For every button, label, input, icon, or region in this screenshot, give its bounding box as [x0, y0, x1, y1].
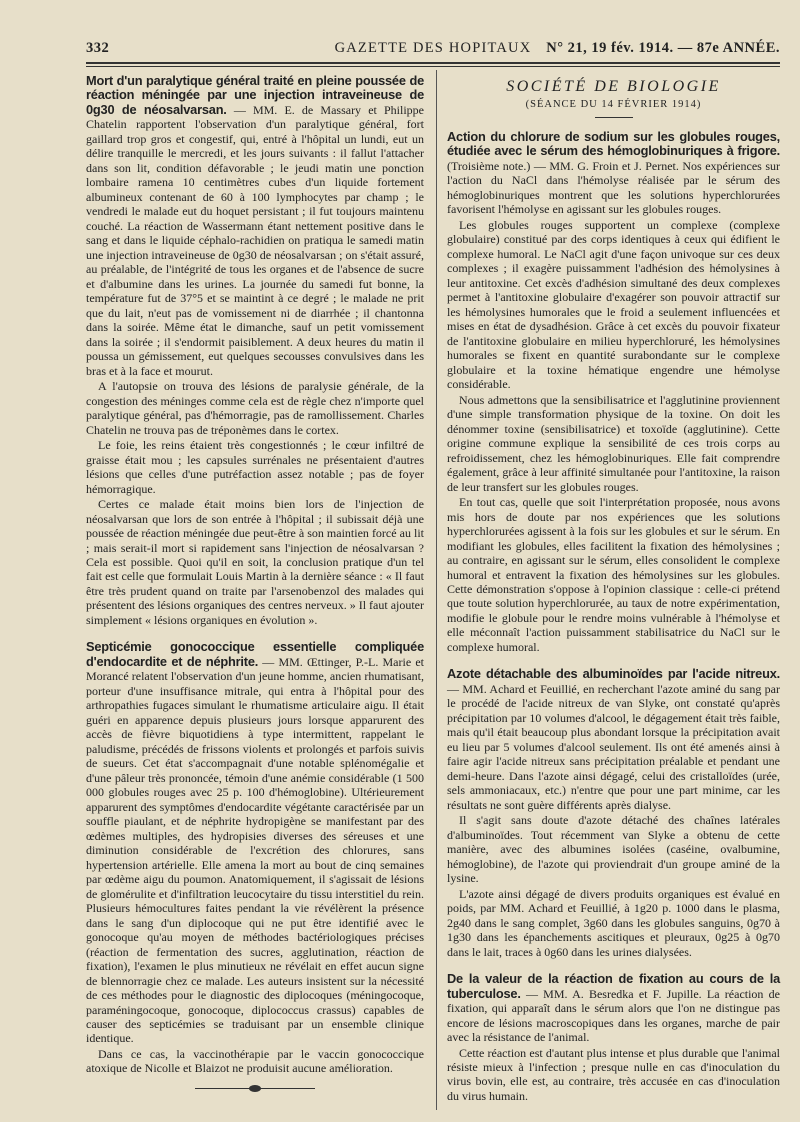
section-rule: [595, 117, 633, 118]
article-paragraph: [447, 130, 780, 217]
page-number: 332: [86, 40, 110, 56]
article-paragraph: Le foie, les reins étaient très congestionnés ; le cœur infiltré de graisse était mou ; les capsules surrénales ne présentaient d'autres lésions que celles d'une putréfaction assez notable ; pas de foyer hémorragique.: [86, 438, 424, 496]
header-rule-thin: [86, 66, 780, 67]
section-title: SOCIÉTÉ DE BIOLOGIE: [506, 78, 721, 95]
article-paragraph: [86, 74, 424, 378]
article-text: — MM. E. de Massary et Philippe Chatelin rapportent l'observation d'un paralytique général, fort gaillard trop gros et congestif, qui, entré à l'hôpital un lundi, eut un délire tranquille le mercredi, et les jours suivants : il fallut l'attacher dans son lit, condition défavorable ; le jeudi matin une ponction lombaire ramena 10 centimètres cubes d'un liquide fortement albumineux contenant de 60 à 100 lymphocytes par champ ; le vendredi le malade eut du hoquet persistant ; il fut toujours maintenu couché. La réaction de Wassermann étant nettement positive dans le sang et dans le liquide céphalo-rachidien on pratiqua le samedi matin une injection intraveineuse de 0g30 de néosalvarsan ; on s'était assuré, au préalable, de l'intégrité de tous les organes et de l'absence de sucre et d'albumine dans les urines. La journée du samedi fut bonne, la température fut de 37°5 et se maintint à ce degré ; le malade ne prit que du lait, n'eut pas de vomissement ni de diarrhée ; il chantonna dans la soirée. Même état le dimanche, sauf un petit vomissement dans la soirée ; il s'endormit paisiblement. A deux heures du matin il poussa un gémissement, eut quelques secousses convulsives dans les bras et à la face et mourut.: [86, 102, 425, 378]
article-heading: Mort d'un paralytique général traité en pleine poussée de réaction méningée par une injection intraveineuse de 0g30 de néosalvarsan.: [86, 73, 424, 117]
article-heading: De la valeur de la réaction de fixation au cours de la tuberculose.: [447, 971, 780, 1001]
article-azote: [447, 667, 780, 959]
column-divider: [436, 70, 437, 1110]
article-paragraph: Dans ce cas, la vaccinothérapie par le vaccin gonococcique atoxique de Nicolle et Blaizot ne produisit aucune amélioration.: [86, 1046, 424, 1076]
ornament-dot: [249, 1085, 261, 1092]
article-text: — MM. Achard et Feuillié, en recherchant l'azote aminé du sang par le procédé de l'acide nitreux de van Slyke, ont constaté qu'après précipitation par 10 volumes d'alcool, le dégagement était très faible, mais qu'il était beaucoup plus abondant lorsque la précipitation avait eu lieu par 5 volumes d'alcool seulement. Ils ont été amenés ainsi à faire agir l'acide nitreux sans précipitation préalable et pendant une demi-heure. Dans l'azote ainsi dégagé, celui des cristalloïdes (urée, sels ammoniacaux, etc.) n'entre que pour une part minime, car les résultats ne sont guère différents après dialyse.: [447, 681, 780, 812]
article-paragraph: [447, 667, 780, 812]
header-rule-thick: [86, 62, 780, 64]
article-fixation: [447, 972, 780, 1103]
article-paragraph: Cette réaction est d'autant plus intense et plus durable que l'animal résiste mieux à l'infection ; presque nulle en cas d'inoculation du virus bovin, elle est, au contraire, très accusée en cas d'inoculation du virus humain.: [447, 1045, 780, 1103]
issue-info: N° 21, 19 fév. 1914. — 87e ANNÉE.: [546, 40, 780, 56]
article-text: (Troisième note.) — MM. G. Froin et J. Pernet. Nos expériences sur l'action du NaCl dans l'hémolyse réalisée par le sérum des hémoglobinuriques montrent que les solutions hyperchlorurées favorisent l'hémolyse en agissant sur les globules rouges.: [447, 158, 780, 217]
article-heading: Azote détachable des albuminoïdes par l'acide nitreux.: [447, 666, 780, 682]
article-paragraph: Les globules rouges supportent un complexe (complexe globulaire) constitué par des corps identiques à ceux qui édifient le complexe humoral. Le NaCl agit d'une façon univoque sur ces deux complexes ; il exagère puissamment l'adhésion des hémolysines à leur antitoxine. Cet excès d'adhésion simultané des deux complexes permet à l'antitoxine globulaire d'exagérer son pouvoir attractif sur les hémolysines humorales que le froid a seulement influencées et mises en état de dysadhésion. Grâce à cet excès du pouvoir fixateur de l'antitoxine globulaire en milieu hyperchloruré, les hémolysines humorales se fixent en quantité surabondante sur le complexe globulaire et la toxine hématique engendre une hémolyse considérable.: [447, 217, 780, 392]
article-paragraph: Il s'agit sans doute d'azote détaché des chaînes latérales d'albuminoïdes. Tout récemment van Slyke a obtenu de cette manière, avec des albumines isolées (caséine, ovalbumine, hémoglobine), de l'azote qui proviendrait d'un groupe aminé de la lysine.: [447, 813, 780, 886]
left-column: [86, 74, 424, 1094]
right-column: [447, 74, 780, 1104]
end-ornament: [195, 1084, 315, 1094]
article-paragraph: Certes ce malade était moins bien lors de l'injection de néosalvarsan que lors de son entrée à l'hôpital ; il subissait déjà une poussée de réaction méningée due peut-être à son maintien forcé au lit ; mais serait-il mort si rapidement sans l'injection de néosalvarsan ? Cela est possible. Quoi qu'il en soit, la conclusion pratique d'un tel fait est celle que formulait Louis Martin à la dernière séance : « Il faut être très prudent quand on traite par l'arsenobenzol des malades qui présentent des lésions organiques des centres nerveux. » Il faut ajouter simplement « lésions organiques en évolution ».: [86, 497, 425, 627]
article-septicemie: [86, 640, 424, 1076]
article-paragraph: L'azote ainsi dégagé de divers produits organiques est évalué en poids, par MM. Achard et Feuillié, à 1g20 p. 1000 dans le plasma, 2g40 dans le sang complet, 3g60 dans les globules sanguins, 0g70 à 1g30 dans les épanchements ascitiques et pleuraux, 0g25 à 0g70 dans le lait, traces à 0g60 dans les urines dialysées.: [447, 886, 780, 959]
article-paragraph: [447, 972, 780, 1044]
journal-title: GAZETTE DES HOPITAUX: [334, 40, 532, 56]
article-paragraph: Nous admettons que la sensibilisatrice et l'agglutinine proviennent d'une simple transformation physique de la toxine. On doit les dénommer toxine (sensibilisatrice) et toxoïde (agglutinine). Cette origine commune explique la sensibilité de ces trois corps au refroidissement, chez les hémoglobinuriques. Elle fait comprendre également, grâce à leur affinité simultanée pour l'antitoxine, la raison de leur transfert sur les globules rouges.: [447, 392, 780, 494]
article-paragraph: A l'autopsie on trouva des lésions de paralysie générale, de la congestion des méninges comme cela est de règle chez n'importe quel paralytique général, pas d'hémorragie, pas de ramollissement. Charles Chatelin ne trouva pas de tréponèmes dans le cortex.: [86, 379, 424, 437]
section-subtitle: (SÉANCE DU 14 FÉVRIER 1914): [525, 99, 702, 111]
article-paragraph: [86, 640, 424, 1046]
page-header: [86, 36, 780, 62]
article-paralytique: [86, 74, 424, 627]
article-paragraph: En tout cas, quelle que soit l'interprétation proposée, nous avons mis hors de doute par nos expériences que les solutions hyperchlorurées agissent à la fois sur les globules et sur le sérum. En modifiant les globules, elles facilitent la fixation des hémolysines ; au contraire, en agissant sur le sérum, elles consolident le complexe humoral et entravent la fixation des hémolysines sur les globules. Cette démonstration s'oppose à l'opinion classique : celle-ci prétend que toute solution hyperchlorurée, au taux de notre expérimentation, modifie le globule pour le rendre moins vulnérable à l'hémolyse et elle méconnaît l'action puissamment stabilisatrice du NaCl sur le complexe humoral.: [447, 495, 780, 654]
article-text: — MM. Œttinger, P.-L. Marie et Morancé relatent l'observation d'un jeune homme, ancien rhumatisant, porteur d'une insuffisance mitrale, qui entra à l'hôpital pour des arthropathies fugaces simulant le rhumatisme articulaire aigu. Il était guéri en apparence depuis plusieurs jours lorsque apparurent des accès de fièvre biquotidiens à type intermittent, rappelant le paludisme, précédés de frissons violents et prolongés et parfois suivis de sueurs. Cet état s'accompagnait d'une notable splénomégalie et d'une pâleur très prononcée, témoin d'une anémie considérable (1 500 000 globules rouges avec 25 p. 100 d'hémoglobine). Ultérieurement apparurent des symptômes d'endocardite végétante caractérisée par un souffle piaulant, et de néphrite hydropigène se manifestant par des œdèmes multiples, des hydropisies diverses des séreuses et une diminution considérable de l'excrétion des chlorures, sans hypertension artérielle. Elle amena la mort au bout de cinq semaines par œdème aigu du poumon. Anatomiquement, il s'agissait de lésions de glomérulite et d'infiltration leucocytaire du tissu interstitiel du rein. Plusieurs hémocultures faites pendant la vie révélèrent la présence dans le sang d'un diplocoque qui ne put être identifié avec le gonocoque qu'au moyen de méthodes bactériologiques précises (réaction de fermentation des sucres, agglutination, réaction de fixation), l'examen le plus minutieux ne révélait en effet aucun signe de blennorragie chez ce malade. Les auteurs insistent sur la nécessité de ces méthodes pour le diagnostic des diplocoques (méningocoque, paraméningocoque, gonocoque, diplococcus crassus) capables de causer des septicémies se traduisant par un ensemble clinique identique.: [86, 654, 424, 1046]
article-heading: Septicémie gonococcique essentielle compliquée d'endocardite et de néphrite.: [86, 639, 424, 669]
article-heading: Action du chlorure de sodium sur les globules rouges, étudiée avec le sérum des hémoglobinuriques à frigore.: [447, 128, 780, 159]
article-text: — MM. A. Besredka et F. Jupille. La réaction de fixation, qui apparaît dans le sérum alors que l'on ne distingue pas encore de lésions macroscopiques dans les organes, marche de pair avec la résistance de l'animal.: [447, 986, 780, 1045]
article-chlorure: [447, 130, 780, 654]
